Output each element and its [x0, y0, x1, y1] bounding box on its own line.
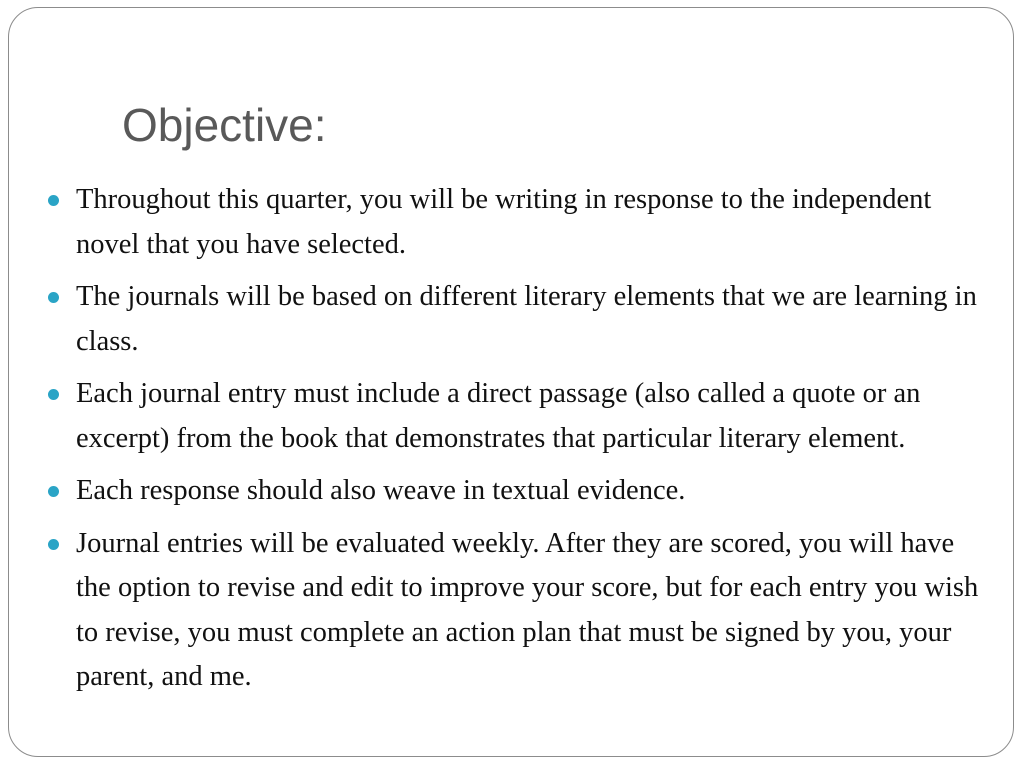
- bullet-list: [45, 178, 985, 708]
- bullet-dot-icon: [48, 389, 59, 400]
- bullet-item: [45, 372, 985, 461]
- bullet-dot-icon: [48, 292, 59, 303]
- bullet-text: Each response should also weave in textual evidence.: [76, 475, 686, 506]
- bullet-dot-icon: [48, 539, 59, 550]
- bullet-text: Each journal entry must include a direct passage (also called a quote or an excerpt) from the book that demonstrates that particular literary element.: [76, 378, 921, 454]
- bullet-item: [45, 522, 985, 700]
- bullet-item: [45, 275, 985, 364]
- slide-title: Objective:: [122, 99, 327, 151]
- bullet-dot-icon: [48, 195, 59, 206]
- bullet-text: The journals will be based on different literary elements that we are learning in class.: [76, 281, 977, 357]
- slide-frame: [8, 7, 1014, 757]
- bullet-text: Throughout this quarter, you will be writing in response to the independent novel that you have selected.: [76, 184, 932, 260]
- bullet-item: [45, 178, 985, 267]
- bullet-dot-icon: [48, 486, 59, 497]
- bullet-item: [45, 469, 985, 514]
- bullet-text: Journal entries will be evaluated weekly. After they are scored, you will have the option to revise and edit to improve your score, but for each entry you wish to revise, you must complete an action plan that must be signed by you, your parent, and me.: [76, 527, 979, 692]
